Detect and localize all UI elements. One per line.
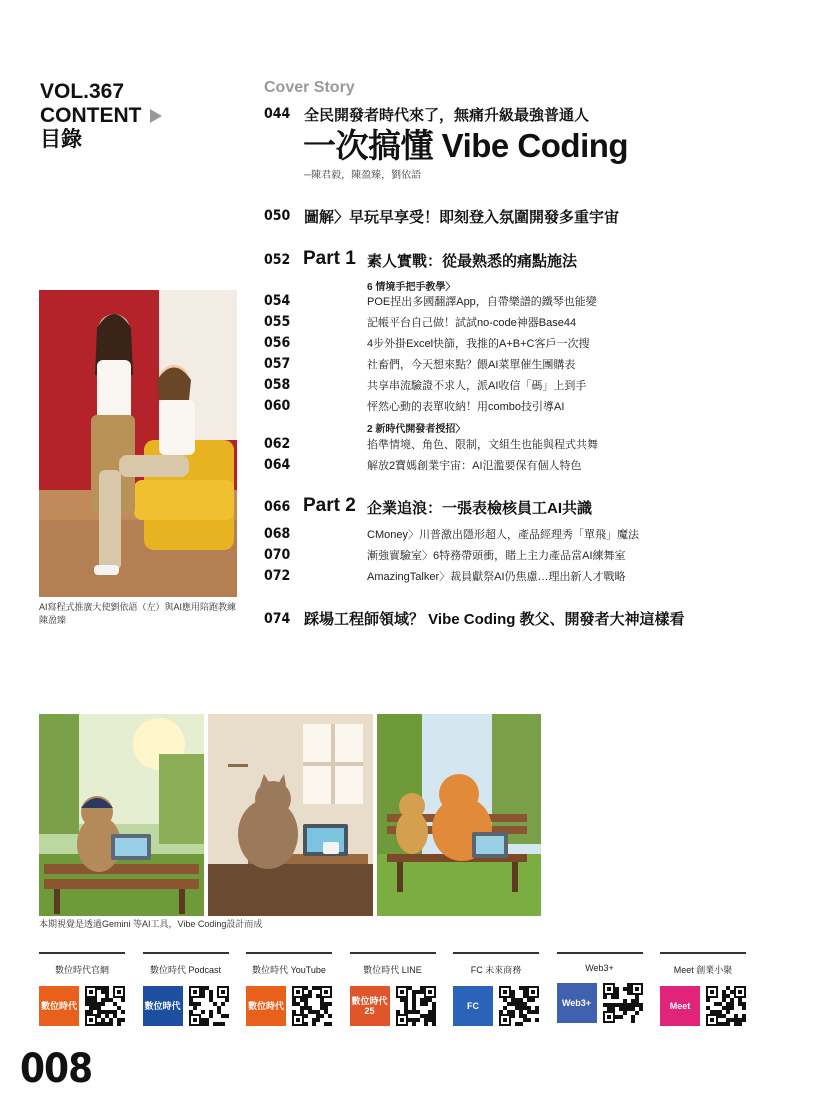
group2-heading: 2 新時代開發者授招〉 — [367, 424, 466, 435]
qr-code-icon[interactable] — [706, 986, 746, 1026]
qr-label: Web3+ — [585, 963, 614, 973]
cover-page-number: 044 — [264, 106, 291, 122]
part2-label: Part 2 — [303, 495, 356, 516]
toc-entry: 掐準情境、角色、限制，文組生也能與程式共舞 — [367, 439, 598, 451]
cover-subtitle: 全民開發者時代來了，無痛升級最強普通人 — [304, 107, 590, 124]
toc-page-050: 050 — [264, 208, 291, 224]
qr-item[interactable] — [660, 952, 746, 1027]
qr-item[interactable] — [246, 952, 332, 1027]
volume-number: VOL.367 — [40, 80, 125, 103]
qr-item[interactable] — [453, 952, 539, 1027]
toc-page: 056 — [264, 335, 291, 351]
qr-code-icon[interactable] — [189, 986, 229, 1026]
qr-code-icon[interactable] — [85, 986, 125, 1026]
toc-page: 062 — [264, 436, 291, 452]
cat-dog-bench-image-3 — [377, 714, 541, 916]
brand-logo-icon: Meet — [660, 986, 700, 1026]
toc-entry: 4步外掛Excel快篩，我推的A+B+C客戶一次搜 — [367, 338, 590, 350]
cat-laptop-image-2 — [208, 714, 373, 916]
toc-entry-074: 踩場工程師領域？ Vibe Coding 教父、開發者大神這樣看 — [304, 611, 685, 628]
toc-entry: CMoney〉川普激出隱形超人，產品經理秀「單飛」魔法 — [367, 529, 639, 541]
part1-title: 素人實戰：從最熟悉的痛點施法 — [367, 253, 578, 270]
brand-logo-icon: 數位時代 — [246, 986, 286, 1026]
qr-code-icon[interactable] — [396, 986, 436, 1026]
cover-authors: ─陳君毅，陳盈臻，劉依語 — [304, 170, 422, 181]
cover-title: 一次搞懂 Vibe Coding — [303, 127, 629, 164]
photo-caption: AI寫程式推廣大使劉依語（左）與AI應用陪跑教練陳盈臻 — [39, 602, 237, 625]
toc-page: 057 — [264, 356, 291, 372]
qr-code-icon[interactable] — [292, 986, 332, 1026]
brand-logo-icon: 數位時代 — [143, 986, 183, 1026]
brand-logo-icon: 數位時代 — [39, 986, 79, 1026]
qr-divider — [39, 952, 125, 954]
visual-caption: 本期視覺是透過Gemini 等AI工具，Vibe Coding設計而成 — [39, 919, 263, 929]
mulu-label: 目錄 — [40, 128, 82, 151]
qr-label: 數位時代 LINE — [363, 965, 422, 975]
toc-entry: 社畜們，今天想來點？餵AI菜單催生團購表 — [367, 359, 576, 371]
qr-label: 數位時代 YouTube — [252, 965, 326, 975]
group1-heading: 6 情境手把手教學〉 — [367, 282, 456, 293]
brand-logo-icon: FC — [453, 986, 493, 1026]
portrait-photo — [39, 290, 237, 597]
qr-code-icon[interactable] — [499, 986, 539, 1026]
qr-divider — [246, 952, 332, 954]
toc-page-074: 074 — [264, 611, 291, 627]
page-folio: 008 — [20, 1046, 93, 1092]
qr-label: 數位時代 Podcast — [149, 965, 222, 975]
toc-page: 060 — [264, 398, 291, 414]
triangle-icon — [150, 109, 162, 123]
toc-page: 058 — [264, 377, 291, 393]
toc-entry: POE捏出多國翻譯App，自帶樂譜的鐵琴也能變 — [367, 296, 597, 308]
toc-entry: 怦然心動的表單收納！用combo技引導AI — [367, 401, 565, 413]
toc-entry: 漸強實驗室〉6特務帶頭衝，賭上主力產品當AI練舞室 — [367, 550, 626, 562]
qr-divider — [453, 952, 539, 954]
qr-label: Meet 創業小聚 — [673, 965, 733, 975]
qr-divider — [350, 952, 436, 954]
part1-label: Part 1 — [303, 248, 356, 269]
toc-page-066: 066 — [264, 499, 291, 515]
toc-page: 068 — [264, 526, 291, 542]
qr-item[interactable] — [350, 952, 436, 1027]
toc-entry: AmazingTalker〉裁員獻祭AI仍焦慮…理出新人才戰略 — [367, 571, 626, 583]
brand-logo-icon: 數位時代 25 — [350, 986, 390, 1026]
toc-page: 055 — [264, 314, 291, 330]
content-label: CONTENT — [40, 104, 162, 128]
part2-title: 企業追浪：一張表檢核員工AI共識 — [367, 500, 593, 517]
qr-item[interactable] — [39, 952, 125, 1027]
qr-label: FC 未來商務 — [470, 965, 522, 975]
toc-entry: 記帳平台自己做！試試no-code神器Base44 — [367, 317, 577, 329]
qr-item[interactable] — [143, 952, 229, 1027]
toc-entry: 解放2寶媽創業宇宙：AI氾濫要保有個人特色 — [367, 460, 582, 472]
brand-logo-icon: Web3+ — [557, 983, 597, 1023]
cat-bench-image-1 — [39, 714, 204, 916]
qr-label: 數位時代官網 — [54, 965, 109, 975]
qr-code-icon[interactable] — [603, 983, 643, 1023]
toc-page: 072 — [264, 568, 291, 584]
toc-page: 064 — [264, 457, 291, 473]
issue-header — [40, 80, 162, 152]
qr-divider — [557, 952, 643, 954]
cover-story-label: Cover Story — [264, 79, 355, 96]
qr-divider — [143, 952, 229, 954]
qr-code-row — [39, 952, 749, 1027]
toc-entry-050: 圖解〉早玩早享受！即刻登入氛圍開發多重宇宙 — [304, 209, 620, 226]
toc-page: 054 — [264, 293, 291, 309]
toc-entry: 共享串流驗證不求人，派AI收信「碼」上到手 — [367, 380, 587, 392]
toc-page: 070 — [264, 547, 291, 563]
toc-page-052: 052 — [264, 252, 291, 268]
qr-item[interactable] — [557, 952, 643, 1027]
qr-divider — [660, 952, 746, 954]
